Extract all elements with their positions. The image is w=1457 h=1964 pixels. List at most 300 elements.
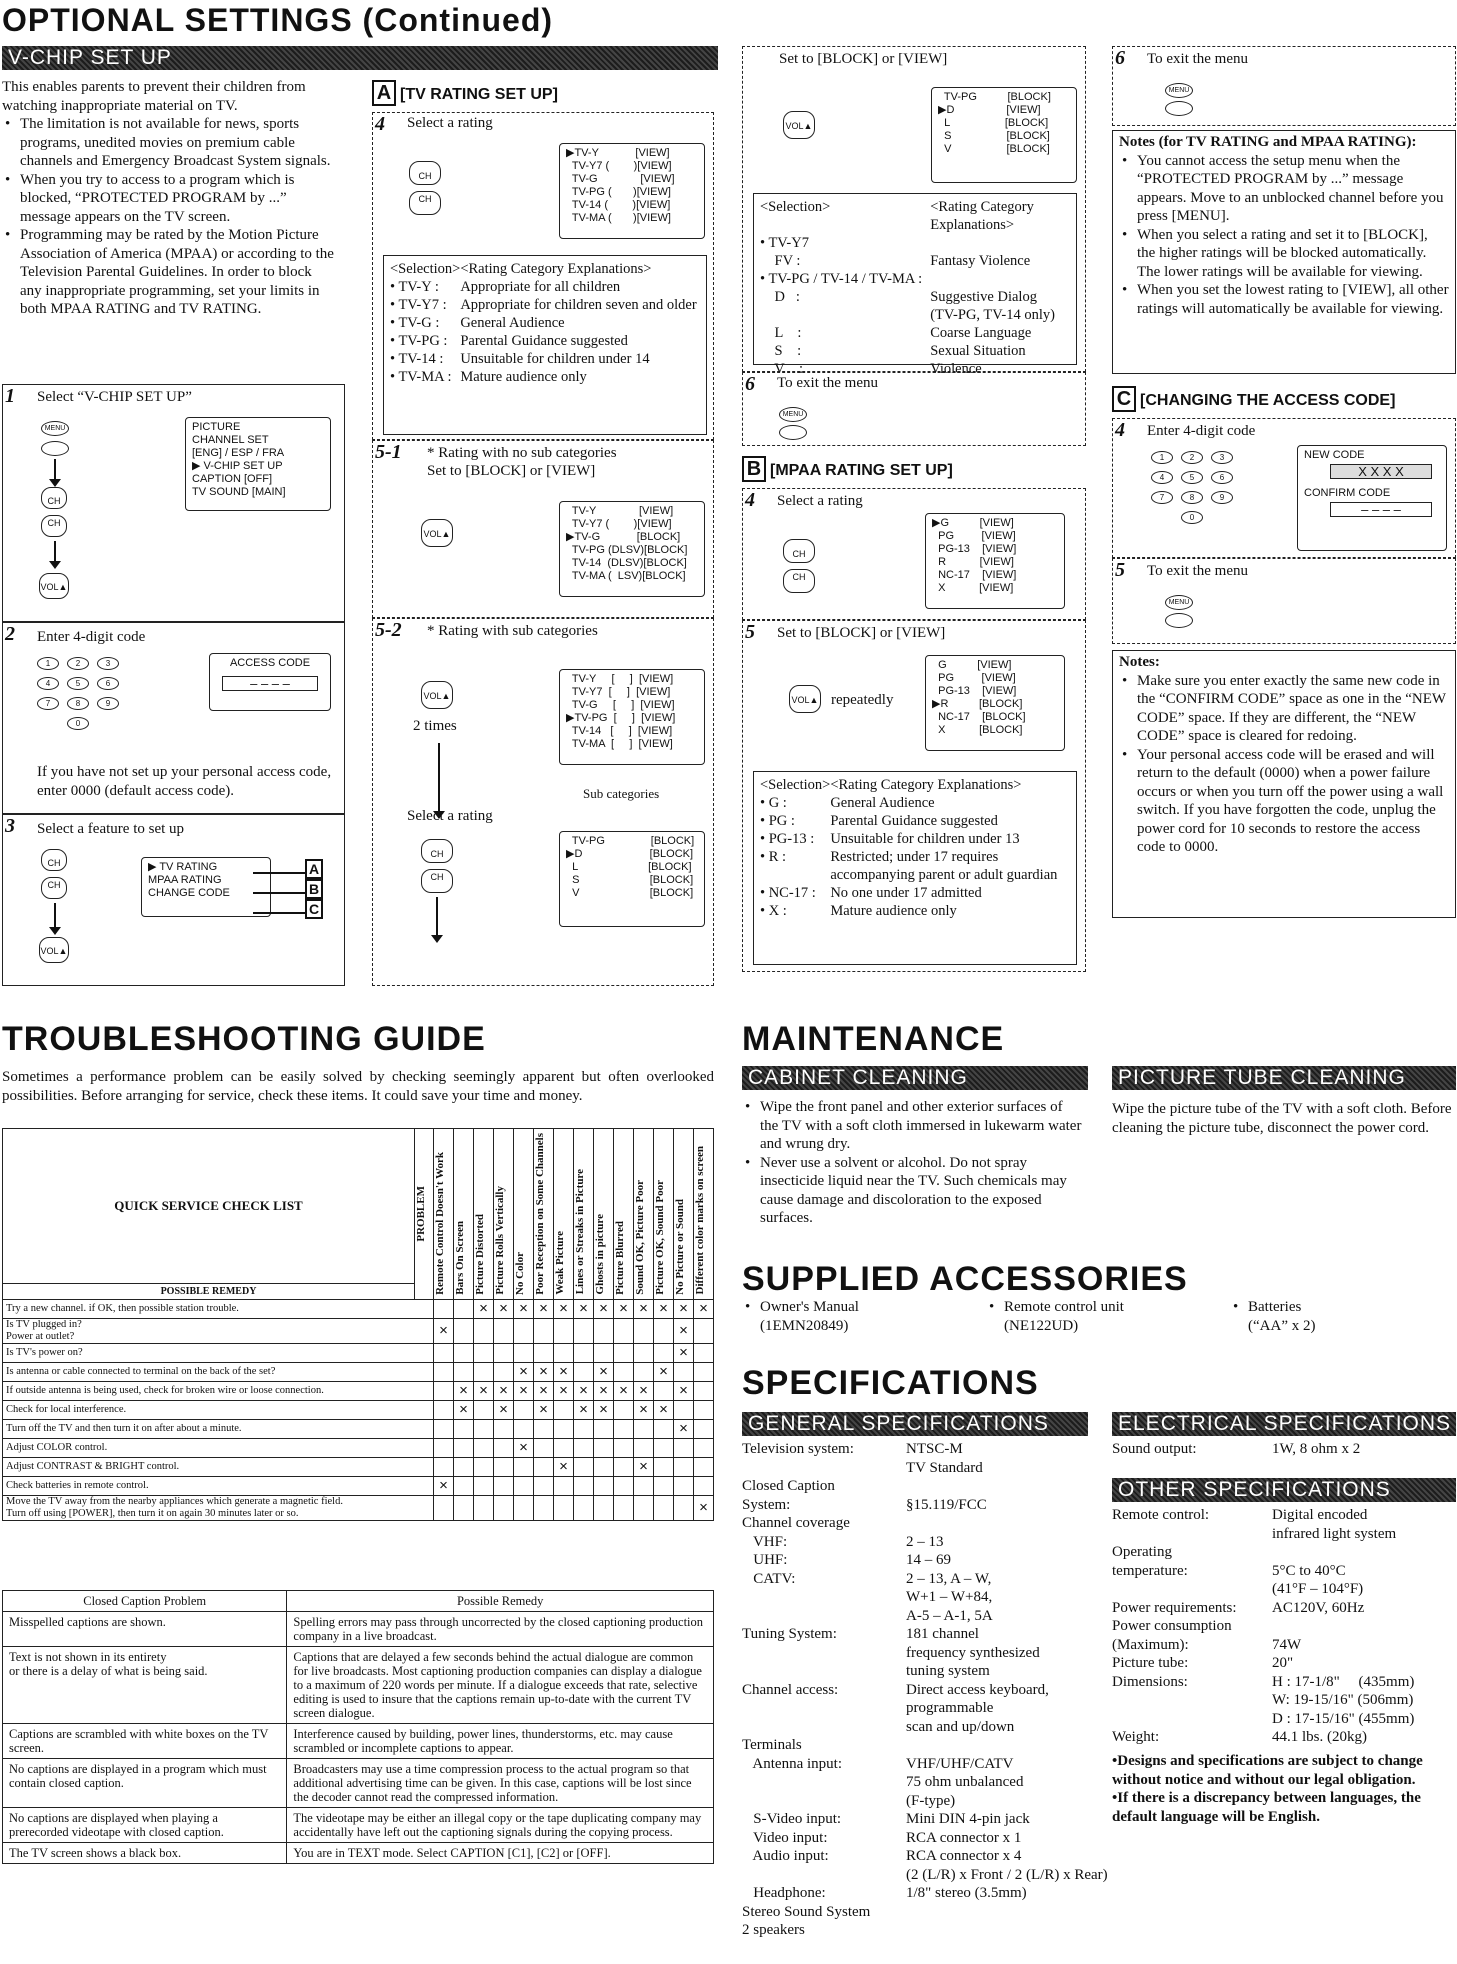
cc-remedy: You are in TEXT mode. Select CAPTION [C1], [C2] or [OFF].	[287, 1843, 714, 1864]
problem-column-label: Remote Control Doesn't Work	[434, 1151, 446, 1295]
step-text: To exit the menu	[1147, 51, 1249, 67]
key-7-icon: 7	[1151, 491, 1173, 504]
screen-line: [ENG] / ESP / FRA	[192, 447, 285, 459]
ch-up-button-icon: CH	[783, 539, 815, 563]
screen-line: R [VIEW]	[932, 556, 1014, 568]
list-item: • You cannot access the setup menu when the “PROTECTED PROGRAM by ...” message appears. Move to an unblocked channel before you press [MENU].	[1119, 152, 1449, 226]
selection-code: • R :	[760, 849, 787, 865]
spec-key: Television system:	[742, 1441, 854, 1457]
check-cell	[434, 1495, 454, 1520]
spec-value: AC120V, 60Hz	[1272, 1599, 1365, 1616]
check-cell	[594, 1457, 614, 1476]
vchip-bullets	[2, 115, 335, 319]
screen-line: NC-17 [BLOCK]	[932, 711, 1026, 723]
spec-key: Tuning System:	[742, 1626, 837, 1642]
check-cell: ×	[634, 1299, 654, 1318]
screen-line: ▶R [BLOCK]	[932, 698, 1023, 710]
check-cell	[594, 1419, 614, 1438]
cc-head: Closed Caption Problem	[3, 1591, 287, 1612]
vchip-bar: V-CHIP SET UP	[2, 46, 718, 70]
selection-desc: Unsuitable for children under 14	[460, 351, 650, 367]
arrow-down-icon	[436, 897, 438, 937]
remedy-text: Adjust CONTRAST & BRIGHT control.	[3, 1457, 434, 1476]
check-cell: ×	[594, 1381, 614, 1400]
other-specs-bar: OTHER SPECIFICATIONS	[1112, 1478, 1456, 1502]
screen-line: TV-G [VIEW]	[566, 173, 675, 185]
section-letter-A: A	[305, 859, 323, 879]
accessory-list	[742, 1298, 859, 1335]
selection-desc: Unsuitable for children under 13	[830, 831, 1020, 847]
problem-label	[415, 1129, 434, 1300]
table-row	[3, 1843, 714, 1864]
selection-desc: Coarse Language	[930, 325, 1032, 341]
check-cell: ×	[454, 1400, 474, 1419]
key-2-icon: 2	[1181, 451, 1203, 464]
vchip-step3	[2, 814, 345, 986]
screen-line: TV-MA ( LSV)[BLOCK]	[566, 570, 686, 582]
key-1-icon: 1	[37, 657, 59, 670]
step-text: Select “V-CHIP SET UP”	[37, 389, 192, 405]
table-row	[390, 368, 697, 386]
screen-line: PG [VIEW]	[932, 672, 1016, 684]
problem-column-label: Picture Distorted	[474, 1214, 486, 1295]
check-cell	[654, 1343, 674, 1362]
check-cell	[434, 1457, 454, 1476]
screen-line: TV-Y7 [ ] [VIEW]	[566, 686, 671, 698]
check-cell	[654, 1457, 674, 1476]
selection-head: <Selection>	[760, 777, 831, 793]
problem-column-label: Sound OK, Picture Poor	[634, 1180, 646, 1295]
check-cell	[554, 1495, 574, 1520]
screen-line: TV-MA [ ] [VIEW]	[566, 738, 673, 750]
check-cell	[454, 1318, 474, 1343]
check-cell	[534, 1318, 554, 1343]
check-cell	[614, 1457, 634, 1476]
check-cell: ×	[694, 1495, 714, 1520]
spec-row	[742, 1625, 1102, 1681]
problem-column-label: Picture Rolls Vertically	[494, 1186, 506, 1295]
selection-code: • TV-PG / TV-14 / TV-MA :	[760, 271, 923, 287]
screen-line: X [BLOCK]	[932, 724, 1023, 736]
screen-line: ▶D [BLOCK]	[566, 848, 694, 860]
screen-line: TV-14 (DLSV)[BLOCK]	[566, 557, 687, 569]
key-1-icon: 1	[1151, 451, 1173, 464]
remedy-text: Move the TV away from the nearby appliances which generate a magnetic field. Turn off using [POWER], then turn it on again 30 minutes later or so.	[3, 1495, 434, 1520]
check-cell	[474, 1476, 494, 1495]
table-row	[3, 1438, 714, 1457]
table-row	[3, 1457, 714, 1476]
check-cell	[554, 1476, 574, 1495]
selection-desc: Parental Guidance suggested	[830, 813, 998, 829]
cc-head: Possible Remedy	[287, 1591, 714, 1612]
selection-code	[760, 306, 930, 324]
selection-code: V :	[760, 361, 803, 377]
notes-title: Notes (for TV RATING and MPAA RATING):	[1119, 134, 1417, 150]
check-cell	[634, 1419, 654, 1438]
check-cell	[474, 1400, 494, 1419]
screen-line: TV SOUND [MAIN]	[192, 486, 286, 498]
check-cell	[634, 1495, 654, 1520]
step-number: 5	[1115, 559, 1125, 581]
selection-desc: Parental Guidance suggested	[460, 333, 628, 349]
selection-head: <Selection>	[760, 199, 831, 215]
table-row	[3, 1419, 714, 1438]
check-cell	[434, 1400, 454, 1419]
table-row	[760, 234, 1070, 252]
key-0-icon: 0	[1181, 511, 1203, 524]
spec-value: 2 – 13, A – W, W+1 – W+84, A-5 – A-1, 5A	[906, 1570, 993, 1624]
check-cell	[454, 1419, 474, 1438]
key-4-icon: 4	[37, 677, 59, 690]
check-cell: ×	[514, 1438, 534, 1457]
selection-code: • TV-Y :	[390, 279, 439, 295]
selection-code: • TV-Y7 :	[390, 297, 447, 313]
selection-desc	[930, 234, 1070, 252]
step-number: 5-2	[375, 619, 402, 641]
spec-row	[742, 1440, 1102, 1477]
accessory-code: (NE122UD)	[1004, 1317, 1079, 1334]
spec-value: 1/8" stereo (3.5mm)	[906, 1885, 1027, 1901]
check-cell: ×	[574, 1400, 594, 1419]
screen-line: L [BLOCK]	[938, 117, 1049, 129]
button-icon	[1165, 101, 1193, 116]
table-row	[760, 324, 1070, 342]
step-text: Select a feature to set up	[37, 821, 185, 837]
spec-value: 44.1 lbs. (20kg)	[1272, 1729, 1367, 1745]
spec-key: Power consumption (Maximum):	[1112, 1618, 1232, 1653]
table-row	[760, 902, 1070, 920]
screen-line: TV-14 ( )[VIEW]	[566, 199, 671, 211]
tv-rating-step5-1	[372, 440, 714, 618]
spec-value: §15.119/FCC	[906, 1496, 987, 1513]
feature-screen	[141, 857, 271, 917]
table-row	[3, 1495, 714, 1520]
spec-row	[742, 1533, 1102, 1552]
check-cell	[674, 1495, 694, 1520]
key-2-icon: 2	[67, 657, 89, 670]
step-text: To exit the menu	[1147, 563, 1249, 579]
problem-column-label: Poor Reception on Some Channels	[534, 1133, 546, 1295]
remedy-text: Check for local interference.	[3, 1400, 434, 1419]
check-cell	[454, 1476, 474, 1495]
spec-row	[742, 1514, 1102, 1533]
spec-key: CATV:	[742, 1570, 796, 1587]
spec-row	[1112, 1728, 1456, 1747]
check-cell	[694, 1343, 714, 1362]
check-cell	[454, 1343, 474, 1362]
page-title: OPTIONAL SETTINGS (Continued)	[2, 2, 554, 38]
check-cell	[674, 1362, 694, 1381]
remedy-text: Is antenna or cable connected to terminal on the back of the set?	[3, 1362, 434, 1381]
check-cell	[574, 1362, 594, 1381]
remedy-text: Try a new channel. if OK, then possible station trouble.	[3, 1299, 434, 1318]
selection-desc: General Audience	[460, 315, 565, 331]
vchip-intro	[2, 78, 335, 319]
screen-line: TV-MA ( )[VIEW]	[566, 212, 671, 224]
screen-line: TV-14 [ ] [VIEW]	[566, 725, 673, 737]
table-row	[3, 1759, 714, 1808]
check-cell	[474, 1495, 494, 1520]
selection-desc: (TV-PG, TV-14 only)	[930, 307, 1055, 323]
confirm-code-label: CONFIRM CODE	[1304, 487, 1391, 499]
check-cell: ×	[674, 1381, 694, 1400]
spec-value: RCA connector x 4	[906, 1848, 1022, 1864]
check-cell	[474, 1419, 494, 1438]
step-number: 2	[5, 623, 15, 645]
times-label: 2 times	[413, 718, 457, 734]
selection-code: • PG-13 :	[760, 831, 815, 847]
check-cell	[694, 1381, 714, 1400]
spec-value: 181 channel frequency synthesized tuning system	[906, 1626, 1040, 1679]
spec-row	[1112, 1673, 1456, 1729]
check-cell	[514, 1419, 534, 1438]
table-row	[760, 794, 1070, 812]
problem-column-label: Lines or Streaks in Picture	[574, 1169, 586, 1295]
check-cell	[574, 1419, 594, 1438]
check-cell	[514, 1476, 534, 1495]
step-number: 4	[745, 489, 755, 511]
check-cell	[674, 1400, 694, 1419]
troubleshooting-intro: Sometimes a performance problem can be easily solved by checking seemingly apparent but often overlooked possibilities. Before arranging for service, check these items. It could save your time and money.	[2, 1069, 714, 1104]
spec-row	[742, 1681, 1102, 1737]
spec-value: 1W, 8 ohm x 2	[1272, 1441, 1361, 1457]
ch-down-button-icon: CH	[41, 515, 67, 537]
check-cell	[434, 1343, 454, 1362]
spec-row	[1112, 1654, 1456, 1673]
table-row	[3, 1343, 714, 1362]
check-cell: ×	[594, 1400, 614, 1419]
other-specs	[1112, 1506, 1456, 1747]
arrow-down-icon	[54, 903, 56, 929]
selection-desc: Mature audience only	[460, 369, 587, 385]
table-row	[760, 342, 1070, 360]
ch-down-button-icon: CH	[421, 869, 453, 893]
spec-value	[906, 1736, 1102, 1755]
selection-desc: Appropriate for all children	[460, 279, 621, 295]
selection-code: S :	[760, 343, 802, 359]
screen-line: V [BLOCK]	[938, 143, 1050, 155]
ch-up-button-icon: CH	[409, 161, 441, 185]
check-cell	[614, 1318, 634, 1343]
selection-code: • G :	[760, 795, 787, 811]
check-cell: ×	[614, 1381, 634, 1400]
check-cell	[474, 1457, 494, 1476]
table-row	[3, 1647, 714, 1724]
screen-line: G [VIEW]	[932, 659, 1012, 671]
selection-code: D :	[760, 289, 800, 305]
selection-code: L :	[760, 325, 802, 341]
remedy-text: Adjust COLOR control.	[3, 1438, 434, 1457]
menu-screen	[185, 417, 331, 511]
ch-up-button-icon: CH	[41, 487, 67, 509]
check-cell	[574, 1495, 594, 1520]
selection-desc: Appropriate for children seven and older	[460, 297, 697, 313]
screen-line: ▶ TV RATING	[148, 861, 218, 873]
table-row	[390, 332, 697, 350]
table-row	[760, 288, 1070, 306]
check-cell: ×	[454, 1381, 474, 1400]
check-cell	[574, 1476, 594, 1495]
table-row	[760, 776, 1070, 794]
check-cell	[494, 1343, 514, 1362]
check-cell	[514, 1457, 534, 1476]
screen-line: L [BLOCK]	[566, 861, 692, 873]
spec-row	[1112, 1617, 1456, 1654]
problem-column	[454, 1129, 474, 1300]
check-cell: ×	[674, 1318, 694, 1343]
check-cell: ×	[554, 1457, 574, 1476]
access-step5	[1112, 558, 1456, 644]
problem-text: PROBLEM	[415, 1186, 427, 1242]
check-cell: ×	[634, 1381, 654, 1400]
screen-line: TV-G [ ] [VIEW]	[566, 699, 675, 711]
menu-button-icon: MENU	[41, 421, 69, 436]
step-number: 1	[5, 385, 15, 407]
check-cell: ×	[474, 1381, 494, 1400]
specifications-title: SPECIFICATIONS	[742, 1364, 1039, 1402]
accessories-title: SUPPLIED ACCESSORIES	[742, 1260, 1188, 1298]
accessory-item	[986, 1298, 1124, 1335]
cc-remedy: Interference caused by building, power lines, thunderstorms, etc. may cause scrambled or incomplete captions to appear.	[287, 1724, 714, 1759]
problem-column	[594, 1129, 614, 1300]
spec-row	[742, 1736, 1102, 1755]
screen-line: CHANGE CODE	[148, 887, 230, 899]
specs-notes	[1112, 1752, 1456, 1826]
check-cell	[454, 1362, 474, 1381]
problem-column	[654, 1129, 674, 1300]
screen-line: ▶D [VIEW]	[938, 104, 1041, 116]
select-rating-label: Select a rating	[407, 808, 493, 824]
section-title: [TV RATING SET UP]	[400, 86, 558, 103]
vchip-step1	[2, 384, 345, 622]
key-5-icon: 5	[67, 677, 89, 690]
accessory-list	[1230, 1298, 1315, 1335]
check-cell: ×	[674, 1419, 694, 1438]
step-text: Enter 4-digit code	[1147, 423, 1256, 439]
selection-code: • X :	[760, 903, 787, 919]
cc-problem: Misspelled captions are shown.	[3, 1612, 287, 1647]
check-cell: ×	[514, 1299, 534, 1318]
check-cell	[554, 1343, 574, 1362]
selection-table	[760, 776, 1070, 920]
menu-button-icon: MENU	[779, 407, 807, 422]
section-title: [MPAA RATING SET UP]	[770, 462, 953, 479]
check-cell	[434, 1299, 454, 1318]
check-cell	[614, 1438, 634, 1457]
check-cell: ×	[634, 1400, 654, 1419]
selection-table	[390, 260, 697, 386]
check-cell	[594, 1318, 614, 1343]
remedy-text: Is TV plugged in? Power at outlet?	[3, 1318, 434, 1343]
cc-remedy: The videotape may be either an illegal copy or the tape duplicating company may accidentally have left out the captioning signals during the copying process.	[287, 1808, 714, 1843]
table-row	[3, 1381, 714, 1400]
problem-column	[694, 1129, 714, 1300]
check-cell	[674, 1438, 694, 1457]
pointer-line	[253, 892, 307, 894]
check-cell	[554, 1318, 574, 1343]
check-cell	[534, 1343, 554, 1362]
check-cell	[514, 1318, 534, 1343]
problem-column-label: Ghosts in picture	[594, 1214, 606, 1295]
table-row	[3, 1591, 714, 1612]
spec-row	[742, 1866, 1108, 1885]
spec-value: RCA connector x 1	[906, 1829, 1022, 1846]
check-cell	[694, 1419, 714, 1438]
pointer-line	[253, 912, 307, 914]
vol-button-icon: VOL▲	[421, 681, 453, 709]
section-letter: B	[742, 456, 766, 482]
numeric-keypad	[37, 657, 137, 747]
step-text: Set to [BLOCK] or [VIEW]	[427, 463, 596, 479]
quick-service-check-list	[2, 1128, 714, 1521]
selection-desc: No one under 17 admitted	[830, 885, 982, 901]
cc-problem: No captions are displayed in a program which must contain closed caption.	[3, 1759, 287, 1808]
screen-line: TV-PG [BLOCK]	[566, 835, 695, 847]
step-text: Select a rating	[777, 493, 863, 509]
selection-desc: Fantasy Violence	[930, 253, 1031, 269]
check-cell	[614, 1495, 634, 1520]
step-text: * Rating with sub categories	[427, 623, 598, 639]
list-item: • When you set the lowest rating to [VIEW], all other ratings will automatically be available for viewing.	[1119, 281, 1449, 318]
spec-key: Sound output:	[1112, 1441, 1197, 1457]
general-specs-bar: GENERAL SPECIFICATIONS	[742, 1412, 1088, 1436]
selection-head: <Rating Category Explanations>	[930, 199, 1034, 233]
check-cell	[694, 1476, 714, 1495]
selection-head: <Rating Category Explanations>	[830, 777, 1022, 793]
check-cell: ×	[494, 1400, 514, 1419]
spec-value: H : 17-1/8" (435mm) W: 19-15/16" (506mm) D : 17-15/16" (455mm)	[1272, 1673, 1415, 1727]
selection-desc	[930, 270, 1070, 288]
arrow-down-icon	[54, 541, 56, 563]
table-row	[3, 1476, 714, 1495]
table-row	[390, 278, 697, 296]
spec-key: Channel coverage	[742, 1515, 850, 1531]
numeric-keypad	[1151, 451, 1251, 541]
vol-button-icon: VOL▲	[789, 685, 821, 713]
spec-value: 74W	[1272, 1636, 1302, 1653]
mpaa-screen	[925, 655, 1065, 751]
accessory-code: (“AA” x 2)	[1248, 1317, 1316, 1334]
picture-tube-cleaning-bar: PICTURE TUBE CLEANING	[1112, 1066, 1456, 1090]
check-cell: ×	[674, 1343, 694, 1362]
selection-table	[760, 198, 1070, 378]
vchip-intro-text: This enables parents to prevent their children from watching inappropriate material on TV.	[2, 79, 306, 114]
check-cell	[594, 1438, 614, 1457]
screen-line: CHANNEL SET	[192, 434, 269, 446]
check-cell	[514, 1343, 534, 1362]
remedy-text: If outside antenna is being used, check for broken wire or loose connection.	[3, 1381, 434, 1400]
spec-value	[906, 1514, 1102, 1533]
check-cell	[574, 1438, 594, 1457]
sub-categories-label: Sub categories	[583, 786, 660, 801]
check-cell	[434, 1362, 454, 1381]
screen-line: TV-PG [BLOCK]	[938, 91, 1051, 103]
check-cell	[574, 1343, 594, 1362]
list-item: • The limitation is not available for news, sports programs, unedited movies on premium cable channels and Emergency Broadcast System signals.	[2, 115, 335, 171]
list-item: • Programming may be rated by the Motion Picture Association of America (MPAA) or according to the Television Parental Guidelines. In order to block any inappropriate programming, set your limits in both MPAA RATING and TV RATING.	[2, 226, 335, 319]
spec-key: Headphone:	[742, 1885, 826, 1901]
key-9-icon: 9	[97, 697, 119, 710]
rating-screen	[559, 143, 705, 239]
new-code-value: X X X X	[1330, 464, 1432, 479]
spec-value	[906, 1903, 1102, 1940]
check-cell	[654, 1419, 674, 1438]
spec-key: Power requirements:	[1112, 1599, 1237, 1616]
table-row	[3, 1612, 714, 1647]
table-row	[3, 1362, 714, 1381]
tv-rating-step4	[372, 112, 714, 440]
spec-row	[742, 1755, 1102, 1811]
